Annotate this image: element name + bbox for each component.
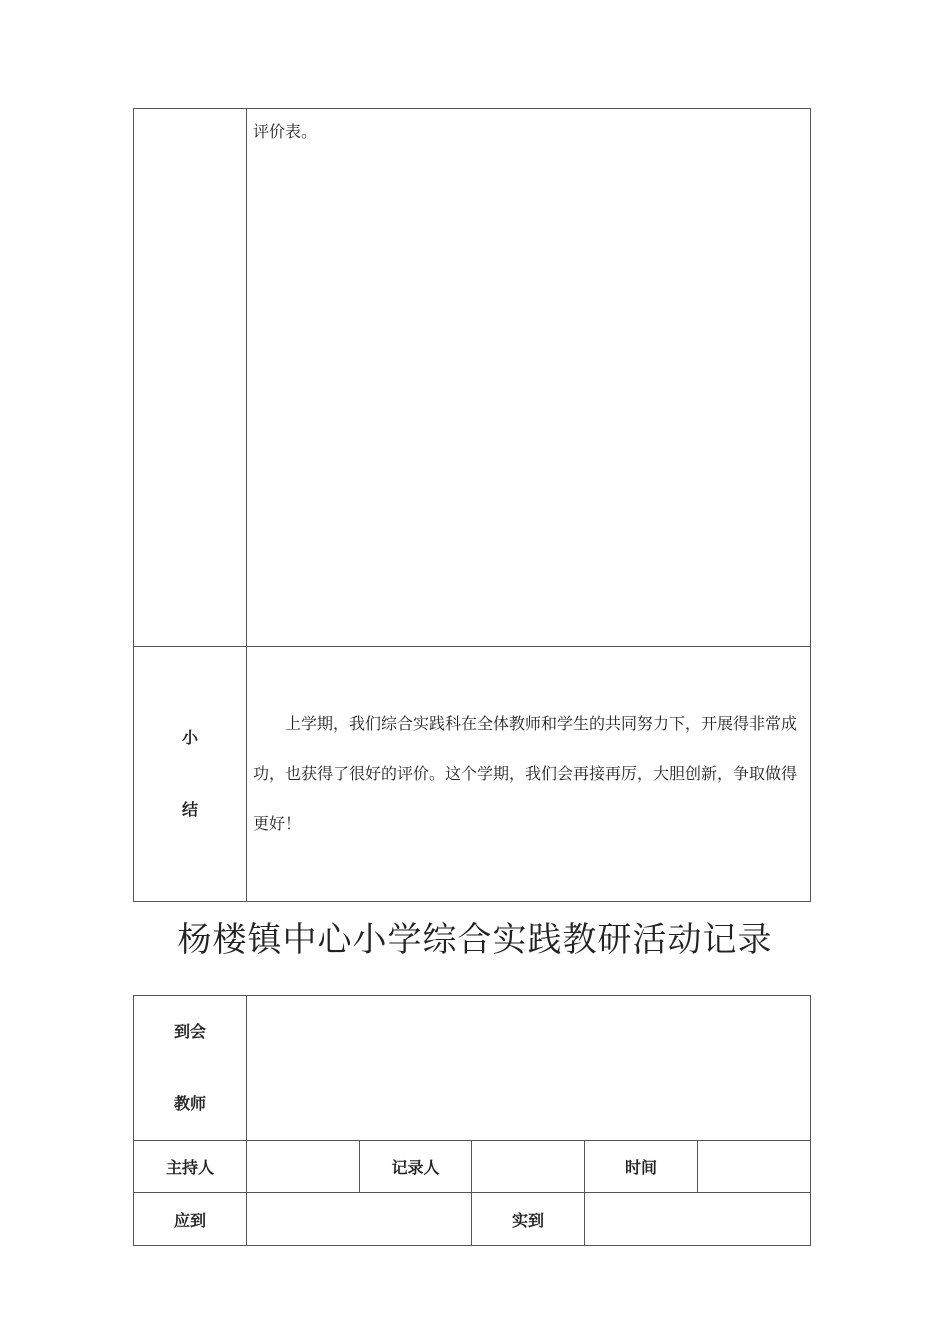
actual-label: 实到 <box>472 1193 585 1246</box>
label-cell-empty <box>134 109 247 647</box>
host-value-cell <box>247 1141 360 1193</box>
attendees-label-line-2: 教师 <box>173 1094 206 1113</box>
teaching-research-record-table <box>133 995 811 1246</box>
time-label: 时间 <box>585 1141 698 1193</box>
summary-label-cell <box>134 647 247 902</box>
time-value-cell <box>698 1141 811 1193</box>
expected-value-cell <box>247 1193 472 1246</box>
activity-record-table-continued <box>133 108 811 902</box>
host-label: 主持人 <box>134 1141 247 1193</box>
summary-text-cell <box>247 647 811 902</box>
summary-label-char-2: 结 <box>181 800 198 819</box>
attendees-value-cell <box>247 996 811 1141</box>
recorder-value-cell <box>472 1141 585 1193</box>
document-title: 杨楼镇中心小学综合实践教研活动记录 <box>177 920 773 960</box>
summary-label-char-1: 小 <box>181 728 198 747</box>
activity-content-cell <box>247 109 811 647</box>
attendees-label-line-1: 到会 <box>173 1022 206 1041</box>
attendees-label-cell <box>134 996 247 1141</box>
summary-text: 上学期，我们综合实践科在全体教师和学生的共同努力下，开展得非常成功，也获得了很好的评价。这个学期，我们会再接再厉，大胆创新，争取做得更好！ <box>253 714 798 833</box>
expected-label: 应到 <box>134 1193 247 1246</box>
activity-content-text: 评价表。 <box>253 122 318 141</box>
recorder-label: 记录人 <box>360 1141 472 1193</box>
actual-value-cell <box>585 1193 811 1246</box>
